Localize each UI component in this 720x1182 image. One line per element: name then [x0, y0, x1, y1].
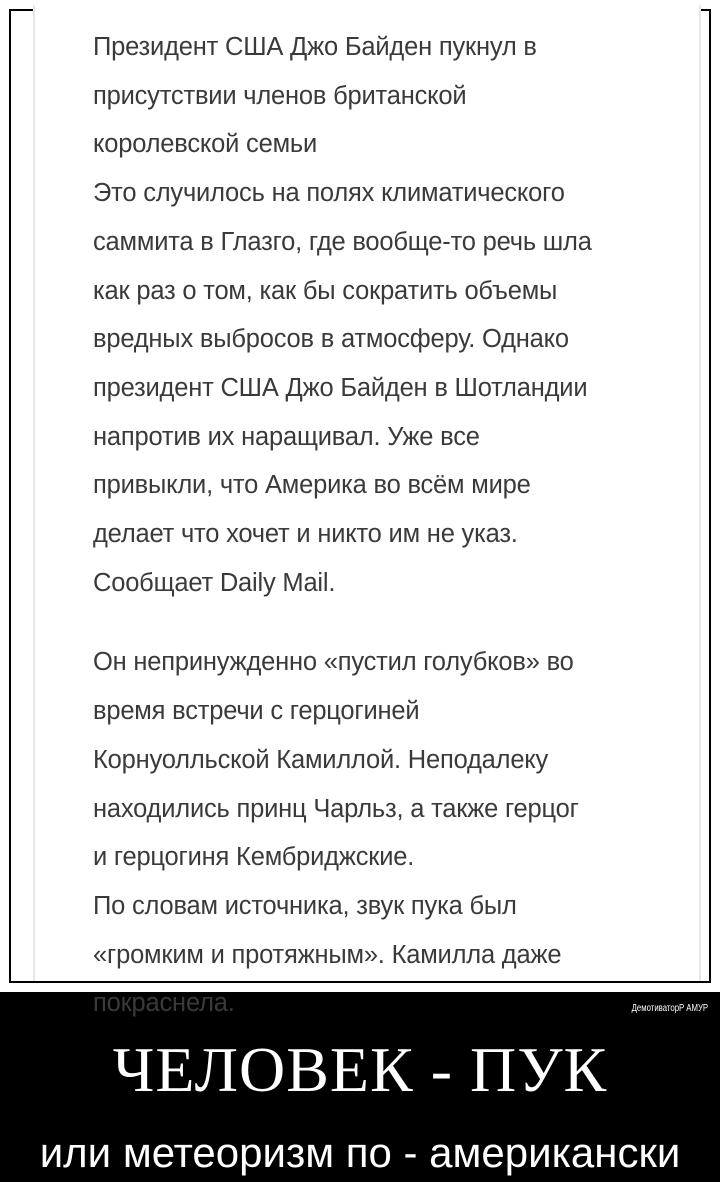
text-line: Корнуолльской Камиллой. Неподалеку	[93, 745, 549, 774]
text-line: покраснела.	[93, 989, 235, 1018]
caption-title: ЧЕЛОВЕК - ПУК	[112, 1034, 608, 1105]
article-text	[35, 5, 699, 1028]
text-line: королевской семьи	[93, 130, 318, 159]
text-line: Это случилось на полях климатического	[93, 179, 565, 208]
text-line: саммита в Глазго, где вообще-то речь шла	[93, 227, 592, 256]
article-paragraph-1	[93, 23, 659, 607]
text-line: привыкли, что Америка во всём мире	[93, 471, 531, 500]
text-line: присутствии членов британской	[93, 81, 467, 110]
text-line: президент США Джо Байден в Шотландии	[93, 373, 588, 402]
caption-subtitle: или метеоризм по - американски	[39, 1129, 681, 1176]
text-line: находились принц Чарльз, а также герцог	[93, 794, 579, 823]
text-line: напротив их наращивал. Уже все	[93, 422, 480, 451]
text-line: как раз о том, как бы сократить объемы	[93, 276, 558, 305]
text-line: вредных выбросов в атмосферу. Однако	[93, 325, 569, 354]
text-line: Сообщает Daily Mail.	[93, 568, 336, 597]
watermark: ДемотиваторP АМУР	[631, 1003, 708, 1014]
text-line: и герцогиня Кембриджские.	[93, 843, 415, 872]
text-line: Президент США Джо Байден пукнул в	[93, 33, 537, 61]
text-line: время встречи с герцогиней	[93, 697, 420, 726]
article-paragraph-2	[93, 638, 659, 1028]
text-line: По словам источника, звук пука был	[93, 891, 517, 920]
text-line: «громким и протяжным». Камилла даже	[93, 940, 562, 969]
text-line: Он непринужденно «пустил голубков» во	[93, 648, 574, 677]
text-line: делает что хочет и никто им не указ.	[93, 520, 518, 549]
